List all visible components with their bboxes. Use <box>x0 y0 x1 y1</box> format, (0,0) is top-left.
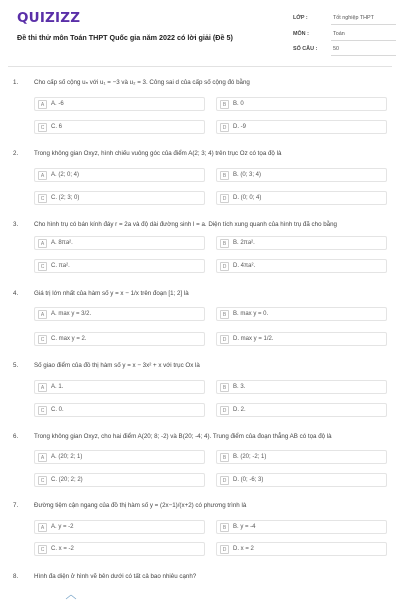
quizizz-logo: QUIZIZZ <box>17 10 81 26</box>
question-text: Cho hình trụ có bán kính đáy r = 2a và độ dài đường sinh l = a. Diện tích xung quanh của hình trụ đã cho bằng <box>34 221 337 228</box>
option-a[interactable] <box>34 450 205 464</box>
option-letter: A <box>38 523 47 532</box>
option-text: D. 4πa². <box>233 263 256 269</box>
meta-class-underline <box>331 24 396 25</box>
option-text: B. max y = 0. <box>233 311 269 317</box>
option-letter: B <box>220 453 229 462</box>
question-text: Cho cấp số cộng uₙ với u₁ = −3 và u₂ = 3. Công sai d của cấp số cộng đó bằng <box>34 79 250 86</box>
worksheet-header <box>0 0 400 64</box>
option-text: C. (2; 3; 0) <box>51 195 80 201</box>
question-number: 7. <box>13 502 19 509</box>
meta-count-label: SỐ CÂU : <box>293 46 318 52</box>
option-text: C. 0. <box>51 407 64 413</box>
option-letter: C <box>38 123 47 132</box>
question-number: 4. <box>13 290 19 297</box>
option-letter: B <box>220 171 229 180</box>
option-text: D. -9 <box>233 124 247 130</box>
option-text: A. max y = 3/2. <box>51 311 92 317</box>
option-letter: D <box>220 335 229 344</box>
option-letter: D <box>220 123 229 132</box>
option-b[interactable] <box>216 450 387 464</box>
option-letter: D <box>220 406 229 415</box>
question-number: 8. <box>13 573 19 580</box>
option-text: A. y = -2 <box>51 524 74 530</box>
question-text: Trong không gian Oxyz, hình chiếu vuông góc của điểm A(2; 3; 4) trên trục Oz có tọa độ là <box>34 150 282 157</box>
option-letter: C <box>38 406 47 415</box>
option-letter: D <box>220 476 229 485</box>
option-letter: A <box>38 383 47 392</box>
option-letter: A <box>38 239 47 248</box>
question-text: Giá trị lớn nhất của hàm số y = x − 1/x trên đoạn [1; 2] là <box>34 290 189 297</box>
question-text: Đường tiệm cận ngang của đồ thị hàm số y = (2x−1)/(x+2) có phương trình là <box>34 502 247 509</box>
option-text: A. 8πa². <box>51 240 73 246</box>
option-text: D. max y = 1/2. <box>233 336 274 342</box>
option-a[interactable] <box>34 236 205 250</box>
option-letter: B <box>220 523 229 532</box>
option-c[interactable] <box>34 473 205 487</box>
question-text: Hình đa diện ở hình vẽ bên dưới có tất cả bao nhiêu cạnh? <box>34 573 197 580</box>
option-letter: C <box>38 476 47 485</box>
question-number: 3. <box>13 221 19 228</box>
option-letter: A <box>38 310 47 319</box>
meta-subject-underline <box>331 40 396 41</box>
option-text: C. max y = 2. <box>51 336 87 342</box>
meta-count-value: 50 <box>333 46 339 52</box>
option-b[interactable] <box>216 307 387 321</box>
meta-class-value: Tốt nghiệp THPT <box>333 15 374 21</box>
option-text: A. -6 <box>51 101 64 107</box>
option-letter: A <box>38 171 47 180</box>
header-divider <box>8 66 392 67</box>
option-d[interactable] <box>216 191 387 205</box>
option-letter: C <box>38 194 47 203</box>
question-number: 5. <box>13 362 19 369</box>
option-letter: C <box>38 545 47 554</box>
option-b[interactable] <box>216 236 387 250</box>
option-text: B. (0; 3; 4) <box>233 172 262 178</box>
option-c[interactable] <box>34 332 205 346</box>
option-text: D. 2. <box>233 407 246 413</box>
option-letter: B <box>220 383 229 392</box>
option-a[interactable] <box>34 520 205 534</box>
option-letter: D <box>220 194 229 203</box>
question-text: Số giao điểm của đồ thị hàm số y = x − 3x² + x với trục Ox là <box>34 362 200 369</box>
option-c[interactable] <box>34 120 205 134</box>
option-b[interactable] <box>216 168 387 182</box>
option-b[interactable] <box>216 520 387 534</box>
meta-class-label: LỚP : <box>293 15 308 21</box>
option-d[interactable] <box>216 259 387 273</box>
option-b[interactable] <box>216 380 387 394</box>
option-a[interactable] <box>34 168 205 182</box>
option-text: A. 1. <box>51 384 64 390</box>
question-text: Trong không gian Oxyz, cho hai điểm A(20; 8; -2) và B(20; -4; 4). Trung điểm của đoạn thẳng AB có tọa độ là <box>34 433 332 440</box>
option-d[interactable] <box>216 473 387 487</box>
option-text: C. πa². <box>51 263 70 269</box>
option-text: C. 6 <box>51 124 63 130</box>
option-letter: B <box>220 310 229 319</box>
option-c[interactable] <box>34 259 205 273</box>
option-text: D. (0; 0; 4) <box>233 195 262 201</box>
option-c[interactable] <box>34 542 205 556</box>
option-letter: D <box>220 545 229 554</box>
option-text: D. x = 2 <box>233 546 254 552</box>
option-text: C. x = -2 <box>51 546 74 552</box>
option-d[interactable] <box>216 120 387 134</box>
option-letter: B <box>220 239 229 248</box>
option-letter: A <box>38 100 47 109</box>
option-a[interactable] <box>34 380 205 394</box>
option-text: A. (2; 0; 4) <box>51 172 80 178</box>
option-c[interactable] <box>34 403 205 417</box>
option-d[interactable] <box>216 403 387 417</box>
option-a[interactable] <box>34 307 205 321</box>
option-text: C. (20; 2; 2) <box>51 477 83 483</box>
option-a[interactable] <box>34 97 205 111</box>
option-letter: C <box>38 262 47 271</box>
question-number: 6. <box>13 433 19 440</box>
question-number: 2. <box>13 150 19 157</box>
option-text: D. (0; -6; 3) <box>233 477 264 483</box>
option-c[interactable] <box>34 191 205 205</box>
option-letter: C <box>38 335 47 344</box>
option-b[interactable] <box>216 97 387 111</box>
meta-subject-value: Toán <box>333 31 345 37</box>
meta-subject-label: MÔN : <box>293 31 309 37</box>
option-text: B. (20; -2; 1) <box>233 454 267 460</box>
option-d[interactable] <box>216 542 387 556</box>
option-letter: A <box>38 453 47 462</box>
option-text: B. 3. <box>233 384 246 390</box>
worksheet-title: Đề thi thử môn Toán THPT Quốc gia năm 2022 có lời giải (Đề 5) <box>17 33 233 42</box>
option-text: A. (20; 2; 1) <box>51 454 83 460</box>
option-letter: B <box>220 100 229 109</box>
option-text: B. 2πa². <box>233 240 255 246</box>
option-letter: D <box>220 262 229 271</box>
option-text: B. y = -4 <box>233 524 256 530</box>
question-number: 1. <box>13 79 19 86</box>
polyhedron-figure-top <box>64 594 78 600</box>
option-d[interactable] <box>216 332 387 346</box>
option-text: B. 0 <box>233 101 244 107</box>
meta-count-underline <box>331 55 396 56</box>
